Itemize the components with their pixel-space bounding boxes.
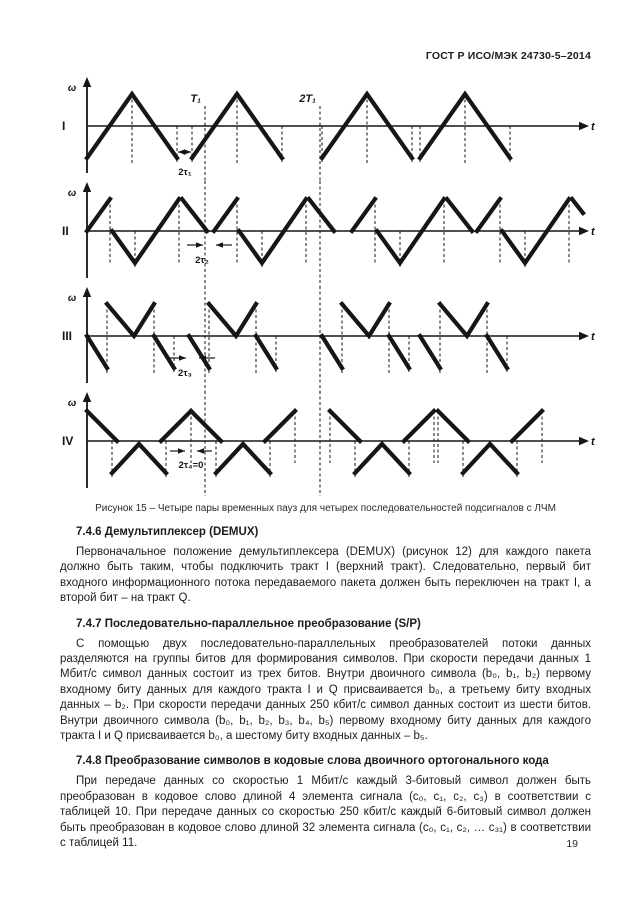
arrowhead-icon [178,448,185,454]
chirp-subsignal-stroke [216,444,270,473]
section-heading: 7.4.7 Последовательно-параллельное преобразование (S/P) [76,617,421,630]
row-label: II [62,224,69,238]
frequency-axis-label: ω [67,293,77,304]
chirp-subsignal-stroke [265,411,295,441]
pause-duration-label: 2τ₁ [178,167,192,178]
section-7-4-8 [60,754,591,851]
document-header: ГОСТ Р ИСО/МЭК 24730-5–2014 [425,50,591,62]
arrowhead-icon [196,242,203,248]
arrowhead-icon [197,448,204,454]
section-7-4-6 [60,525,591,607]
chirp-subsignal-stroke [112,444,166,473]
chirp-subsignal-stroke [447,199,472,231]
time-axis-label: t [591,226,595,238]
chirp-subsignal-stroke [182,199,207,231]
frequency-axis-arrow-icon [83,392,91,402]
time-marker-label: 2T₁ [299,93,316,105]
waveform-row-II [52,181,597,286]
frequency-axis-label: ω [67,83,77,94]
chirp-subsignal-stroke [420,336,440,368]
page-number: 19 [566,838,578,850]
chirp-subsignal-stroke [342,304,389,336]
chirp-subsignal-stroke [209,304,256,336]
arrowhead-icon [178,149,185,155]
frequency-axis-label: ω [67,188,77,199]
time-axis-arrow-icon [579,437,589,446]
chirp-subsignal-stroke [404,411,434,441]
chirp-subsignal-stroke [107,304,154,336]
time-axis-arrow-icon [579,332,589,341]
chirp-subsignal-stroke [572,199,583,213]
section-heading: 7.4.6 Демультиплексер (DEMUX) [76,526,259,538]
time-axis-label: t [591,121,595,133]
chirp-subsignal-stroke [191,411,221,441]
arrowhead-icon [216,242,223,248]
pause-duration-label: 2τ₃ [178,368,192,379]
chirp-subsignal-stroke [87,411,117,441]
figure-caption: Рисунок 15 – Четыре пары временных пауз для четырех последовательностей подсигналов с ЛЧМ [95,503,556,514]
pause-duration-label: 2τ₄=0 [178,460,204,471]
chirp-subsignal-stroke [389,336,409,368]
chirp-subsignal-stroke [438,411,468,441]
row-label: I [62,119,66,133]
chirp-subsignal-stroke [87,199,110,231]
frequency-axis-label: ω [67,398,77,409]
arrowhead-icon [184,149,191,155]
row-label: IV [62,434,74,448]
section-paragraph: Первоначальное положение демультиплексера (DEMUX) (рисунок 12) для каждого пакета должно быть таким, чтобы подключить тракт I (верхний тракт). Следовательно, первый бит входного информационного потока передаваемого пакета должен быть переключен на тракт I, а второй бит – на тракт Q. [60,546,591,605]
chirp-subsignal-stroke [512,411,542,441]
section-paragraph: При передаче данных со скоростью 1 Мбит/с каждый 3-битовый символ должен быть преобразован в кодовое слово длиной 4 элемента сигнала (c₀, c₁, c₂, c₃) в соответствии с таблицей 10. При передаче данных со скоростью 250 кбит/с каждый 6-битовый символ должен быть преобразован в кодовое слово длиной 32 элемента сигнала (c₀, c₁, c₂, … c₃₁) в соответствии с таблицей 11. [60,775,591,850]
section-heading: 7.4.8 Преобразование символов в кодовые слова двоичного ортогонального кода [76,755,549,768]
pause-duration-label: 2τ₂ [195,255,209,266]
chirp-subsignal-stroke [355,444,409,473]
chirp-subsignal-stroke [440,304,487,336]
frequency-axis-arrow-icon [83,77,91,87]
chirp-subsignal-stroke [322,336,342,368]
chirp-subsignal-stroke [214,199,237,231]
chirp-subsignal-stroke [463,444,517,473]
time-marker-label: T₁ [190,93,201,105]
figure-15-waveforms [52,76,595,496]
chirp-subsignal-stroke [154,336,174,368]
chirp-subsignal-stroke [309,199,334,231]
chirp-subsignal-stroke [477,199,500,231]
chirp-subsignal-stroke [352,199,375,231]
waveform-row-III [52,286,597,391]
time-axis-label: t [591,331,595,343]
arrowhead-icon [179,355,186,361]
chirp-subsignal-stroke [87,336,107,368]
frequency-axis-arrow-icon [83,287,91,297]
chirp-subsignal-stroke [189,336,209,368]
time-axis-arrow-icon [579,227,589,236]
chirp-subsignal-stroke [161,411,191,441]
frequency-axis-arrow-icon [83,182,91,192]
chirp-subsignal-stroke [487,336,507,368]
section-7-4-7 [60,617,591,745]
chirp-subsignal-stroke [256,336,276,368]
chirp-subsignal-stroke [330,411,360,441]
waveform-row-IV [52,391,597,496]
time-axis-label: t [591,436,595,448]
row-label: III [62,329,73,343]
waveform-row-I [52,76,597,181]
section-paragraph: С помощью двух последовательно-параллельных преобразователей потоки данных разделяются на группы битов для формирования символов. При скорости передачи данных 1 Мбит/с символ данных состоит из трех битов. Внутри двоичного символа (b₀, b₁, b₂) первому входному биту данных для каждого тракта I и Q присваивается b₀, а третьему биту входных данных – b₂. При скорости передачи данных 250 кбит/с символ данных состоит из шести битов. Внутри двоичного символа (b₀, b₁, b₂, b₃, b₄, b₅) первому входному биту данных для каждого тракта I и Q присваивается b₀, а шестому биту входных данных – b₅. [60,637,591,743]
time-axis-arrow-icon [579,122,589,131]
